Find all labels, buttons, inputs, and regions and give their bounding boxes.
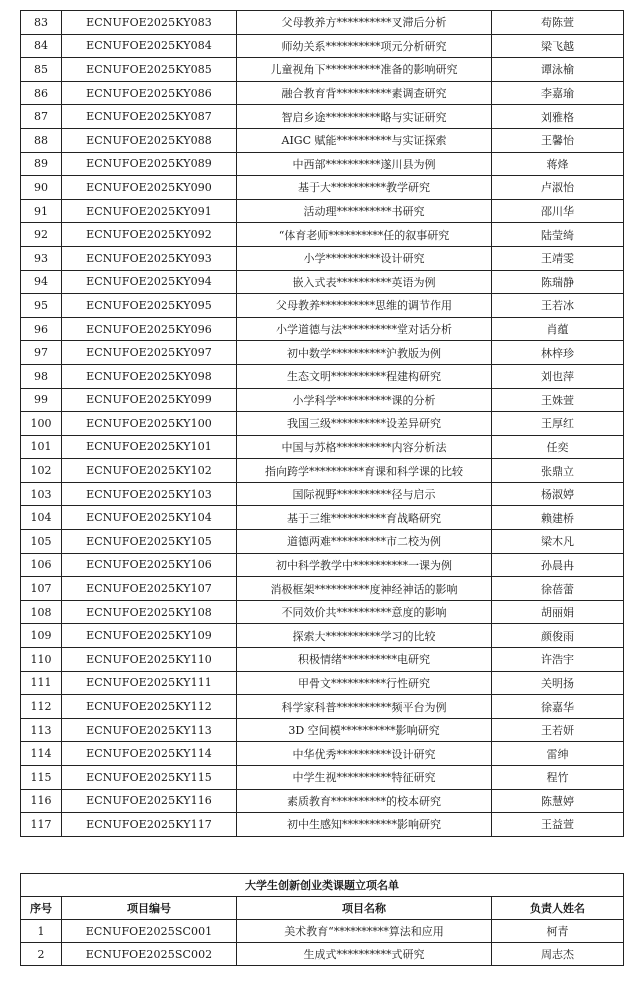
serial-number-cell: 87 <box>21 105 62 129</box>
project-code-cell: ECNUFOE2025KY089 <box>62 152 237 176</box>
leader-name-cell: 王靖雯 <box>492 246 624 270</box>
serial-number-cell: 90 <box>21 176 62 200</box>
innovation-project-body <box>21 920 624 966</box>
project-code-cell: ECNUFOE2025KY103 <box>62 482 237 506</box>
leader-name-cell: 王若冰 <box>492 294 624 318</box>
project-name-cell: 小学科学**********课的分析 <box>237 388 492 412</box>
project-code-cell: ECNUFOE2025KY086 <box>62 81 237 105</box>
project-name-cell: 不同效价共**********意度的影响 <box>237 600 492 624</box>
serial-number-cell: 115 <box>21 766 62 790</box>
serial-number-cell: 84 <box>21 34 62 58</box>
leader-name-cell: 肖蕴 <box>492 317 624 341</box>
project-code-cell: ECNUFOE2025KY104 <box>62 506 237 530</box>
leader-name-cell: 胡丽娟 <box>492 600 624 624</box>
project-list-table <box>20 10 624 837</box>
project-name-cell: AIGC 赋能**********与实证探索 <box>237 128 492 152</box>
project-code-cell: ECNUFOE2025KY111 <box>62 671 237 695</box>
header-leader-name: 负责人姓名 <box>492 897 624 920</box>
serial-number-cell: 105 <box>21 530 62 554</box>
project-code-cell: ECNUFOE2025KY094 <box>62 270 237 294</box>
serial-number-cell: 98 <box>21 364 62 388</box>
serial-number-cell: 95 <box>21 294 62 318</box>
leader-name-cell: 徐蓓蕾 <box>492 577 624 601</box>
project-code-cell: ECNUFOE2025SC002 <box>62 943 237 966</box>
serial-number-cell: 89 <box>21 152 62 176</box>
project-code-cell: ECNUFOE2025KY107 <box>62 577 237 601</box>
project-code-cell: ECNUFOE2025KY099 <box>62 388 237 412</box>
table-row <box>21 624 624 648</box>
table-row <box>21 553 624 577</box>
project-name-cell: 消极框架**********度神经神话的影响 <box>237 577 492 601</box>
serial-number-cell: 91 <box>21 199 62 223</box>
table-row <box>21 58 624 82</box>
table-row <box>21 530 624 554</box>
project-code-cell: ECNUFOE2025KY091 <box>62 199 237 223</box>
serial-number-cell: 96 <box>21 317 62 341</box>
serial-number-cell: 88 <box>21 128 62 152</box>
leader-name-cell: 王馨怡 <box>492 128 624 152</box>
project-name-cell: 基于三维**********育战略研究 <box>237 506 492 530</box>
table-row <box>21 943 624 966</box>
project-name-cell: 道德两难**********市二校为例 <box>237 530 492 554</box>
leader-name-cell: 柯青 <box>492 920 624 943</box>
project-name-cell: “体育老师**********任的叙事研究 <box>237 223 492 247</box>
leader-name-cell: 赖建桥 <box>492 506 624 530</box>
serial-number-cell: 93 <box>21 246 62 270</box>
table-row <box>21 341 624 365</box>
serial-number-cell: 94 <box>21 270 62 294</box>
leader-name-cell: 许浩宇 <box>492 648 624 672</box>
serial-number-cell: 86 <box>21 81 62 105</box>
table-row <box>21 364 624 388</box>
table-row <box>21 223 624 247</box>
table-row <box>21 388 624 412</box>
project-name-cell: 智启乡途**********略与实证研究 <box>237 105 492 129</box>
project-code-cell: ECNUFOE2025KY102 <box>62 459 237 483</box>
table-row <box>21 600 624 624</box>
leader-name-cell: 张鼎立 <box>492 459 624 483</box>
table-row <box>21 152 624 176</box>
project-code-cell: ECNUFOE2025KY110 <box>62 648 237 672</box>
project-name-cell: 积极情绪**********电研究 <box>237 648 492 672</box>
project-name-cell: 初中数学**********沪教版为例 <box>237 341 492 365</box>
project-name-cell: 生成式**********式研究 <box>237 943 492 966</box>
project-name-cell: 素质教育**********的校本研究 <box>237 789 492 813</box>
project-code-cell: ECNUFOE2025KY083 <box>62 11 237 35</box>
table-row <box>21 742 624 766</box>
project-code-cell: ECNUFOE2025KY098 <box>62 364 237 388</box>
project-code-cell: ECNUFOE2025KY087 <box>62 105 237 129</box>
table-row <box>21 766 624 790</box>
leader-name-cell: 任奕 <box>492 435 624 459</box>
table-row <box>21 270 624 294</box>
project-name-cell: 师幼关系**********项元分析研究 <box>237 34 492 58</box>
leader-name-cell: 孙晨冉 <box>492 553 624 577</box>
leader-name-cell: 苟陈萱 <box>492 11 624 35</box>
project-code-cell: ECNUFOE2025SC001 <box>62 920 237 943</box>
table-row <box>21 435 624 459</box>
leader-name-cell: 刘雅格 <box>492 105 624 129</box>
project-code-cell: ECNUFOE2025KY088 <box>62 128 237 152</box>
project-name-cell: 基于大**********教学研究 <box>237 176 492 200</box>
leader-name-cell: 颜俊雨 <box>492 624 624 648</box>
table-row <box>21 718 624 742</box>
serial-number-cell: 99 <box>21 388 62 412</box>
serial-number-cell: 108 <box>21 600 62 624</box>
serial-number-cell: 109 <box>21 624 62 648</box>
serial-number-cell: 102 <box>21 459 62 483</box>
innovation-project-table <box>20 873 624 966</box>
project-code-cell: ECNUFOE2025KY113 <box>62 718 237 742</box>
table-row <box>21 459 624 483</box>
table-row <box>21 34 624 58</box>
project-name-cell: 小学道德与法**********堂对话分析 <box>237 317 492 341</box>
project-code-cell: ECNUFOE2025KY097 <box>62 341 237 365</box>
project-code-cell: ECNUFOE2025KY116 <box>62 789 237 813</box>
table-row <box>21 246 624 270</box>
serial-number-cell: 112 <box>21 695 62 719</box>
project-name-cell: 中华优秀**********设计研究 <box>237 742 492 766</box>
table-row <box>21 577 624 601</box>
project-code-cell: ECNUFOE2025KY114 <box>62 742 237 766</box>
project-name-cell: 甲骨文**********行性研究 <box>237 671 492 695</box>
serial-number-cell: 101 <box>21 435 62 459</box>
project-code-cell: ECNUFOE2025KY105 <box>62 530 237 554</box>
table-row <box>21 294 624 318</box>
serial-number-cell: 111 <box>21 671 62 695</box>
serial-number-cell: 104 <box>21 506 62 530</box>
project-code-cell: ECNUFOE2025KY100 <box>62 412 237 436</box>
project-name-cell: 父母教养方**********叉滞后分析 <box>237 11 492 35</box>
project-name-cell: 活动理**********书研究 <box>237 199 492 223</box>
leader-name-cell: 刘也萍 <box>492 364 624 388</box>
leader-name-cell: 徐嘉华 <box>492 695 624 719</box>
table-row <box>21 105 624 129</box>
project-name-cell: 初中生感知**********影响研究 <box>237 813 492 837</box>
serial-number-cell: 100 <box>21 412 62 436</box>
project-list-body <box>21 11 624 837</box>
serial-number-cell: 103 <box>21 482 62 506</box>
leader-name-cell: 陆莹绮 <box>492 223 624 247</box>
project-name-cell: 科学家科普**********频平台为例 <box>237 695 492 719</box>
table-row <box>21 920 624 943</box>
table-row <box>21 813 624 837</box>
project-name-cell: 国际视野**********径与启示 <box>237 482 492 506</box>
project-name-cell: 我国三级**********设差异研究 <box>237 412 492 436</box>
project-code-cell: ECNUFOE2025KY115 <box>62 766 237 790</box>
table-row <box>21 671 624 695</box>
leader-name-cell: 杨淑婷 <box>492 482 624 506</box>
project-name-cell: 小学**********设计研究 <box>237 246 492 270</box>
project-name-cell: 初中科学教学中**********一课为例 <box>237 553 492 577</box>
project-code-cell: ECNUFOE2025KY090 <box>62 176 237 200</box>
table-row <box>21 199 624 223</box>
header-project-name: 项目名称 <box>237 897 492 920</box>
header-serial-number: 序号 <box>21 897 62 920</box>
project-name-cell: 中西部**********遂川县为例 <box>237 152 492 176</box>
serial-number-cell: 117 <box>21 813 62 837</box>
table-row <box>21 81 624 105</box>
serial-number-cell: 97 <box>21 341 62 365</box>
project-name-cell: 融合教育背**********素调查研究 <box>237 81 492 105</box>
table-row <box>21 506 624 530</box>
project-name-cell: 中国与苏格**********内容分析法 <box>237 435 492 459</box>
project-code-cell: ECNUFOE2025KY108 <box>62 600 237 624</box>
serial-number-cell: 116 <box>21 789 62 813</box>
leader-name-cell: 王厚红 <box>492 412 624 436</box>
leader-name-cell: 雷绅 <box>492 742 624 766</box>
table-row <box>21 648 624 672</box>
leader-name-cell: 邵川华 <box>492 199 624 223</box>
leader-name-cell: 卢淑怡 <box>492 176 624 200</box>
project-code-cell: ECNUFOE2025KY096 <box>62 317 237 341</box>
project-name-cell: 指向跨学**********育课和科学课的比较 <box>237 459 492 483</box>
project-code-cell: ECNUFOE2025KY092 <box>62 223 237 247</box>
serial-number-cell: 107 <box>21 577 62 601</box>
leader-name-cell: 林梓珍 <box>492 341 624 365</box>
serial-number-cell: 106 <box>21 553 62 577</box>
project-name-cell: 生态文明**********程建构研究 <box>237 364 492 388</box>
table-row <box>21 11 624 35</box>
project-code-cell: ECNUFOE2025KY095 <box>62 294 237 318</box>
table-row <box>21 176 624 200</box>
project-code-cell: ECNUFOE2025KY101 <box>62 435 237 459</box>
leader-name-cell: 王益萱 <box>492 813 624 837</box>
project-code-cell: ECNUFOE2025KY106 <box>62 553 237 577</box>
leader-name-cell: 王姝萱 <box>492 388 624 412</box>
serial-number-cell: 113 <box>21 718 62 742</box>
project-name-cell: 3D 空间模**********影响研究 <box>237 718 492 742</box>
project-name-cell: 中学生视**********特征研究 <box>237 766 492 790</box>
project-code-cell: ECNUFOE2025KY084 <box>62 34 237 58</box>
leader-name-cell: 王若妍 <box>492 718 624 742</box>
leader-name-cell: 程竹 <box>492 766 624 790</box>
serial-number-cell: 2 <box>21 943 62 966</box>
leader-name-cell: 梁飞越 <box>492 34 624 58</box>
leader-name-cell: 谭泳榆 <box>492 58 624 82</box>
serial-number-cell: 1 <box>21 920 62 943</box>
serial-number-cell: 92 <box>21 223 62 247</box>
leader-name-cell: 关明扬 <box>492 671 624 695</box>
project-code-cell: ECNUFOE2025KY117 <box>62 813 237 837</box>
table-row <box>21 482 624 506</box>
header-project-code: 项目编号 <box>62 897 237 920</box>
project-code-cell: ECNUFOE2025KY085 <box>62 58 237 82</box>
project-code-cell: ECNUFOE2025KY109 <box>62 624 237 648</box>
project-name-cell: 父母教养**********思维的调节作用 <box>237 294 492 318</box>
table-row <box>21 128 624 152</box>
table-row <box>21 317 624 341</box>
leader-name-cell: 李嘉瑜 <box>492 81 624 105</box>
serial-number-cell: 114 <box>21 742 62 766</box>
table-title: 大学生创新创业类课题立项名单 <box>21 874 624 897</box>
leader-name-cell: 蒋烽 <box>492 152 624 176</box>
table-title-row <box>21 874 624 897</box>
table-header-row <box>21 897 624 920</box>
serial-number-cell: 83 <box>21 11 62 35</box>
serial-number-cell: 110 <box>21 648 62 672</box>
leader-name-cell: 陈慧婷 <box>492 789 624 813</box>
table-row <box>21 695 624 719</box>
project-code-cell: ECNUFOE2025KY112 <box>62 695 237 719</box>
leader-name-cell: 周志杰 <box>492 943 624 966</box>
serial-number-cell: 85 <box>21 58 62 82</box>
table-row <box>21 412 624 436</box>
project-name-cell: 儿童视角下**********准备的影响研究 <box>237 58 492 82</box>
project-name-cell: 嵌入式表**********英语为例 <box>237 270 492 294</box>
project-name-cell: 探索大**********学习的比较 <box>237 624 492 648</box>
leader-name-cell: 陈瑞静 <box>492 270 624 294</box>
project-code-cell: ECNUFOE2025KY093 <box>62 246 237 270</box>
leader-name-cell: 梁木凡 <box>492 530 624 554</box>
project-name-cell: 美术教育“**********算法和应用 <box>237 920 492 943</box>
table-row <box>21 789 624 813</box>
